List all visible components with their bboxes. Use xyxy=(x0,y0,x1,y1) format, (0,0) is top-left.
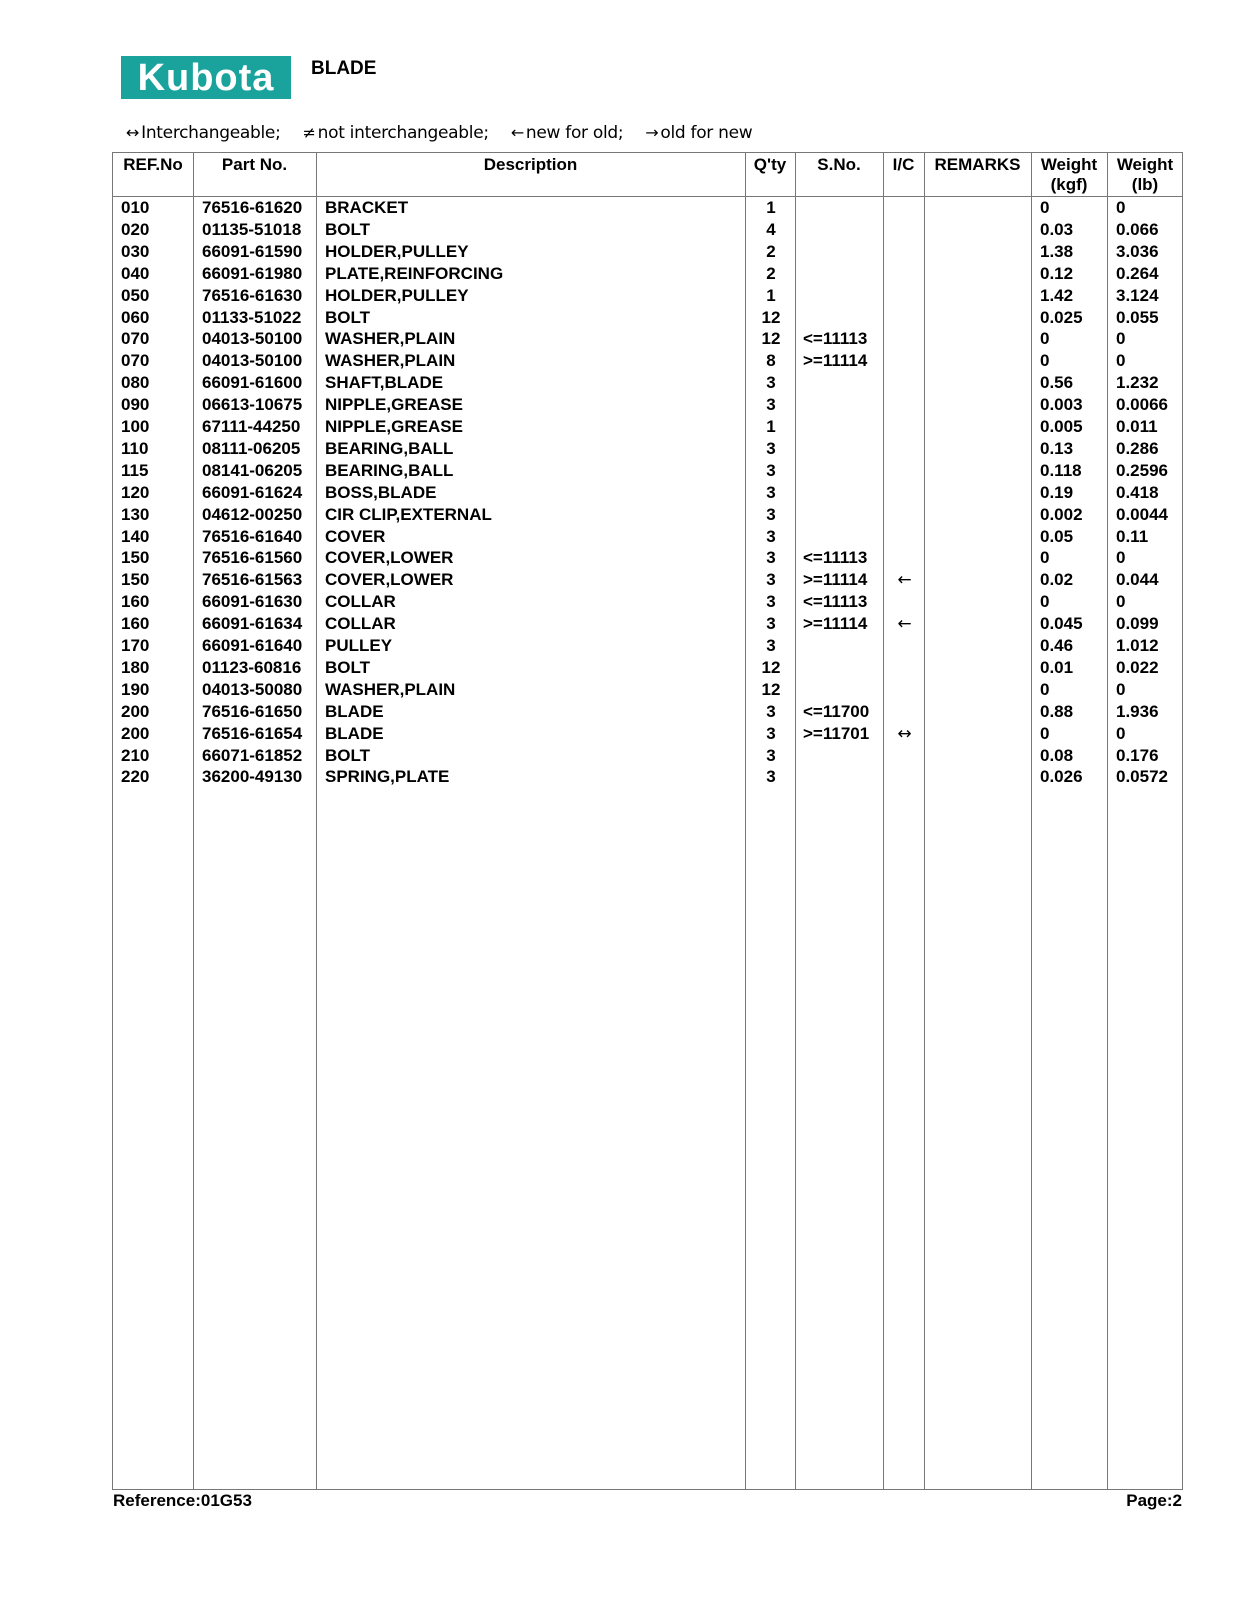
cell-part-no: 66091-61640 xyxy=(202,636,303,655)
cell-ref: 150 xyxy=(121,570,150,590)
cell-weight-lb: 0.286 xyxy=(1116,438,1159,458)
cell-description: BOLT xyxy=(325,307,371,327)
cell-description: BEARING,BALL xyxy=(325,460,454,480)
reference-code: Reference:01G53 xyxy=(113,1491,252,1510)
cell-description: COVER,LOWER xyxy=(325,570,454,590)
cell-ref: 100 xyxy=(121,417,150,436)
cell-weight-kgf: 0 xyxy=(1040,592,1050,612)
column-header-remarks: REMARKS xyxy=(934,155,1021,174)
table-row xyxy=(113,328,1182,350)
cell-ref: 160 xyxy=(121,592,150,612)
cell-ref: 040 xyxy=(121,263,150,283)
cell-description: PLATE,REINFORCING xyxy=(325,263,504,283)
cell-ref: 150 xyxy=(121,548,150,568)
cell-part-no: 66091-61630 xyxy=(202,592,303,612)
cell-description: BRACKET xyxy=(325,198,409,217)
cell-weight-lb: 0.044 xyxy=(1116,570,1159,590)
cell-ref: 220 xyxy=(121,767,150,787)
cell-description: BOLT xyxy=(325,745,371,765)
cell-weight-kgf: 0 xyxy=(1040,329,1050,349)
cell-qty: 2 xyxy=(766,241,776,261)
cell-description: BLADE xyxy=(325,701,384,721)
cell-weight-kgf: 0.045 xyxy=(1040,614,1083,634)
table-row xyxy=(113,350,1182,372)
table-row xyxy=(113,635,1182,657)
cell-description: BLADE xyxy=(325,723,384,743)
cell-weight-kgf: 0 xyxy=(1040,723,1050,743)
cell-weight-lb: 0 xyxy=(1116,198,1126,217)
legend-item-not-interchangeable xyxy=(303,123,489,143)
table-row xyxy=(113,569,1182,591)
cell-weight-kgf: 1.42 xyxy=(1040,285,1074,305)
right-arrow-icon: → xyxy=(645,123,659,142)
cell-description: BEARING,BALL xyxy=(325,438,454,458)
cell-description: BOLT xyxy=(325,657,371,677)
header-line: Weight xyxy=(1040,155,1098,174)
cell-ref: 110 xyxy=(121,438,149,458)
cell-qty: 3 xyxy=(766,614,776,634)
cell-weight-lb: 3.036 xyxy=(1116,241,1159,261)
cell-part-no: 66071-61852 xyxy=(202,745,303,765)
cell-serial-no: >=11114 xyxy=(803,351,868,371)
cell-weight-kgf: 0.118 xyxy=(1040,460,1082,480)
cell-part-no: 76516-61650 xyxy=(202,701,303,721)
cell-qty: 12 xyxy=(761,307,781,327)
cell-qty: 3 xyxy=(766,373,776,393)
cell-part-no: 66091-61624 xyxy=(202,482,303,502)
cell-ref: 130 xyxy=(121,504,150,524)
cell-weight-lb: 1.012 xyxy=(1116,636,1159,655)
cell-weight-kgf: 0.13 xyxy=(1040,438,1074,458)
table-row xyxy=(113,197,1182,219)
cell-qty: 3 xyxy=(766,548,776,568)
cell-ref: 200 xyxy=(121,723,150,743)
cell-serial-no: <=11113 xyxy=(803,329,868,349)
cell-serial-no: <=11113 xyxy=(803,592,868,612)
cell-ref: 010 xyxy=(121,198,150,217)
table-row xyxy=(113,482,1182,504)
cell-weight-lb: 0 xyxy=(1116,592,1126,612)
cell-weight-lb: 0.099 xyxy=(1116,614,1159,634)
not-equal-icon: ≠ xyxy=(302,123,316,142)
interchangeability-legend xyxy=(126,123,752,143)
cell-part-no: 76516-61630 xyxy=(202,285,303,305)
legend-label: old for new xyxy=(660,123,753,143)
cell-qty: 8 xyxy=(766,351,776,371)
column-header-ref: REF.No xyxy=(123,155,183,174)
cell-qty: 3 xyxy=(766,438,776,458)
cell-part-no: 66091-61980 xyxy=(202,263,303,283)
cell-ref: 030 xyxy=(121,241,150,261)
cell-weight-kgf: 0.026 xyxy=(1040,767,1083,787)
cell-weight-kgf: 0 xyxy=(1040,679,1050,699)
cell-weight-lb: 0.022 xyxy=(1116,657,1159,677)
cell-description: HOLDER,PULLEY xyxy=(325,241,469,261)
cell-weight-lb: 0 xyxy=(1116,548,1126,568)
left-arrow-icon: ← xyxy=(510,123,524,142)
cell-serial-no: >=11114 xyxy=(803,570,868,590)
cell-weight-lb: 0 xyxy=(1116,723,1126,743)
logo-text: Kubota xyxy=(137,56,275,99)
column-header-part: Part No. xyxy=(221,155,288,174)
cell-qty: 1 xyxy=(766,198,776,217)
cell-description: CIR CLIP,EXTERNAL xyxy=(325,504,492,524)
cell-qty: 3 xyxy=(766,460,776,480)
cell-part-no: 66091-61590 xyxy=(202,241,303,261)
legend-item-old-for-new xyxy=(645,123,752,143)
cell-weight-kgf: 0.19 xyxy=(1040,482,1074,502)
column-header-sno: S.No. xyxy=(817,155,861,174)
table-row xyxy=(113,723,1182,745)
cell-description: COVER,LOWER xyxy=(325,548,454,568)
cell-weight-lb: 0.055 xyxy=(1116,307,1159,327)
table-row xyxy=(113,766,1182,788)
cell-weight-kgf: 0.025 xyxy=(1040,307,1083,327)
cell-weight-kgf: 0.02 xyxy=(1040,570,1074,590)
cell-weight-kgf: 0.003 xyxy=(1040,395,1083,415)
cell-part-no: 04612-00250 xyxy=(202,504,303,524)
cell-ref: 140 xyxy=(121,526,150,546)
table-row xyxy=(113,591,1182,613)
table-row xyxy=(113,460,1182,482)
cell-part-no: 66091-61600 xyxy=(202,373,303,393)
cell-qty: 12 xyxy=(761,329,781,349)
cell-interchangeability: ← xyxy=(897,614,912,635)
cell-qty: 1 xyxy=(766,417,776,436)
cell-weight-kgf: 0 xyxy=(1040,198,1050,217)
cell-qty: 3 xyxy=(766,745,776,765)
cell-weight-kgf: 0.56 xyxy=(1040,373,1074,393)
table-row xyxy=(113,285,1182,307)
cell-description: BOSS,BLADE xyxy=(325,482,437,502)
cell-description: COLLAR xyxy=(325,592,396,612)
cell-qty: 3 xyxy=(766,395,776,415)
table-row xyxy=(113,745,1182,767)
cell-part-no: 01133-51022 xyxy=(202,307,302,327)
parts-table xyxy=(112,152,1183,1490)
cell-ref: 180 xyxy=(121,657,150,677)
cell-qty: 3 xyxy=(766,767,776,787)
cell-ref: 200 xyxy=(121,701,150,721)
cell-weight-lb: 0.066 xyxy=(1116,219,1159,239)
cell-ref: 160 xyxy=(121,614,150,634)
cell-qty: 3 xyxy=(766,482,776,502)
cell-weight-lb: 0.0044 xyxy=(1116,504,1168,524)
cell-part-no: 66091-61634 xyxy=(202,614,303,634)
cell-description: WASHER,PLAIN xyxy=(325,329,456,349)
cell-qty: 4 xyxy=(766,219,776,239)
column-header-weight-lb xyxy=(1107,155,1183,195)
cell-weight-lb: 0.0572 xyxy=(1116,767,1168,787)
cell-qty: 1 xyxy=(766,285,776,305)
table-row xyxy=(113,526,1182,548)
cell-part-no: 76516-61640 xyxy=(202,526,303,546)
cell-qty: 3 xyxy=(766,723,776,743)
table-row xyxy=(113,657,1182,679)
cell-description: NIPPLE,GREASE xyxy=(325,395,463,415)
cell-weight-lb: 0 xyxy=(1116,329,1126,349)
table-row xyxy=(113,263,1182,285)
table-row xyxy=(113,219,1182,241)
table-row xyxy=(113,504,1182,526)
cell-part-no: 01123-60816 xyxy=(202,657,302,677)
legend-label: new for old; xyxy=(525,123,624,143)
cell-qty: 3 xyxy=(766,526,776,546)
table-row xyxy=(113,241,1182,263)
cell-ref: 115 xyxy=(121,460,149,480)
cell-ref: 120 xyxy=(121,482,150,502)
cell-part-no: 76516-61654 xyxy=(202,723,303,743)
cell-description: WASHER,PLAIN xyxy=(325,679,456,699)
cell-qty: 12 xyxy=(761,679,781,699)
cell-description: HOLDER,PULLEY xyxy=(325,285,469,305)
kubota-logo xyxy=(121,56,291,99)
cell-ref: 060 xyxy=(121,307,150,327)
legend-label: Interchangeable; xyxy=(141,123,281,143)
cell-part-no: 36200-49130 xyxy=(202,767,303,787)
table-row xyxy=(113,547,1182,569)
cell-weight-lb: 3.124 xyxy=(1116,285,1159,305)
cell-weight-lb: 0.418 xyxy=(1116,482,1159,502)
cell-ref: 050 xyxy=(121,285,150,305)
cell-serial-no: >=11701 xyxy=(803,723,870,743)
cell-weight-kgf: 0 xyxy=(1040,548,1050,568)
page-number: Page:2 xyxy=(1126,1491,1182,1510)
cell-ref: 190 xyxy=(121,679,150,699)
cell-description: SHAFT,BLADE xyxy=(325,373,444,393)
column-header-qty: Q'ty xyxy=(753,155,787,174)
legend-item-new-for-old xyxy=(511,123,623,143)
legend-item-interchangeable xyxy=(126,123,281,143)
cell-weight-kgf: 0.03 xyxy=(1040,219,1074,239)
cell-weight-lb: 0.11 xyxy=(1116,526,1149,546)
cell-weight-kgf: 0.005 xyxy=(1040,417,1083,436)
column-header-description: Description xyxy=(483,155,578,174)
cell-part-no: 76516-61620 xyxy=(202,198,303,217)
header-line: (lb) xyxy=(1131,175,1159,194)
cell-part-no: 04013-50080 xyxy=(202,679,303,699)
cell-ref: 080 xyxy=(121,373,150,393)
cell-weight-lb: 0.0066 xyxy=(1116,395,1168,415)
cell-qty: 3 xyxy=(766,636,776,655)
cell-weight-kgf: 0.88 xyxy=(1040,701,1074,721)
cell-serial-no: <=11113 xyxy=(803,548,868,568)
cell-qty: 12 xyxy=(761,657,781,677)
cell-part-no: 67111-44250 xyxy=(202,417,301,436)
cell-interchangeability: ← xyxy=(897,570,912,591)
header-line: Weight xyxy=(1116,155,1174,174)
table-row xyxy=(113,372,1182,394)
cell-qty: 3 xyxy=(766,504,776,524)
double-arrow-icon: ↔ xyxy=(126,123,140,142)
cell-weight-lb: 0 xyxy=(1116,351,1126,371)
cell-weight-lb: 0.011 xyxy=(1116,417,1158,436)
table-row xyxy=(113,438,1182,460)
cell-weight-kgf: 0.05 xyxy=(1040,526,1074,546)
table-row xyxy=(113,613,1182,635)
cell-weight-lb: 0.264 xyxy=(1116,263,1159,283)
cell-part-no: 06613-10675 xyxy=(202,395,303,415)
cell-weight-kgf: 0.01 xyxy=(1040,657,1074,677)
cell-ref: 210 xyxy=(121,745,150,765)
table-row xyxy=(113,679,1182,701)
table-row xyxy=(113,701,1182,723)
cell-description: NIPPLE,GREASE xyxy=(325,417,463,436)
cell-description: COVER xyxy=(325,526,386,546)
cell-part-no: 01135-51018 xyxy=(202,219,302,239)
cell-weight-kgf: 0.46 xyxy=(1040,636,1074,655)
cell-serial-no: <=11700 xyxy=(803,701,870,721)
cell-description: WASHER,PLAIN xyxy=(325,351,456,371)
cell-description: SPRING,PLATE xyxy=(325,767,450,787)
cell-weight-lb: 0.2596 xyxy=(1116,460,1168,480)
cell-description: BOLT xyxy=(325,219,371,239)
cell-ref: 090 xyxy=(121,395,150,415)
cell-part-no: 08141-06205 xyxy=(202,460,303,480)
cell-ref: 020 xyxy=(121,219,150,239)
cell-description: COLLAR xyxy=(325,614,396,634)
page-title: BLADE xyxy=(311,58,377,79)
column-header-ic: I/C xyxy=(892,155,915,174)
cell-description: PULLEY xyxy=(325,636,393,655)
table-row xyxy=(113,394,1182,416)
cell-weight-lb: 1.232 xyxy=(1116,373,1159,393)
legend-label: not interchangeable; xyxy=(317,123,489,143)
cell-qty: 2 xyxy=(766,263,776,283)
cell-qty: 3 xyxy=(766,570,776,590)
cell-weight-kgf: 1.38 xyxy=(1040,241,1074,261)
cell-part-no: 76516-61560 xyxy=(202,548,303,568)
cell-interchangeability: ↔ xyxy=(897,723,912,744)
cell-part-no: 04013-50100 xyxy=(202,329,303,349)
table-row xyxy=(113,416,1182,438)
cell-part-no: 04013-50100 xyxy=(202,351,303,371)
cell-ref: 070 xyxy=(121,351,150,371)
header-line: (kgf) xyxy=(1050,175,1088,194)
cell-part-no: 08111-06205 xyxy=(202,438,301,458)
cell-ref: 170 xyxy=(121,636,150,655)
table-row xyxy=(113,307,1182,329)
cell-weight-kgf: 0 xyxy=(1040,351,1050,371)
cell-weight-lb: 0 xyxy=(1116,679,1126,699)
cell-weight-kgf: 0.12 xyxy=(1040,263,1074,283)
cell-weight-lb: 0.176 xyxy=(1116,745,1159,765)
cell-weight-kgf: 0.08 xyxy=(1040,745,1074,765)
column-header-weight-kgf xyxy=(1031,155,1107,195)
cell-qty: 3 xyxy=(766,592,776,612)
cell-weight-lb: 1.936 xyxy=(1116,701,1159,721)
cell-weight-kgf: 0.002 xyxy=(1040,504,1083,524)
cell-part-no: 76516-61563 xyxy=(202,570,303,590)
cell-serial-no: >=11114 xyxy=(803,614,868,634)
cell-qty: 3 xyxy=(766,701,776,721)
cell-ref: 070 xyxy=(121,329,150,349)
